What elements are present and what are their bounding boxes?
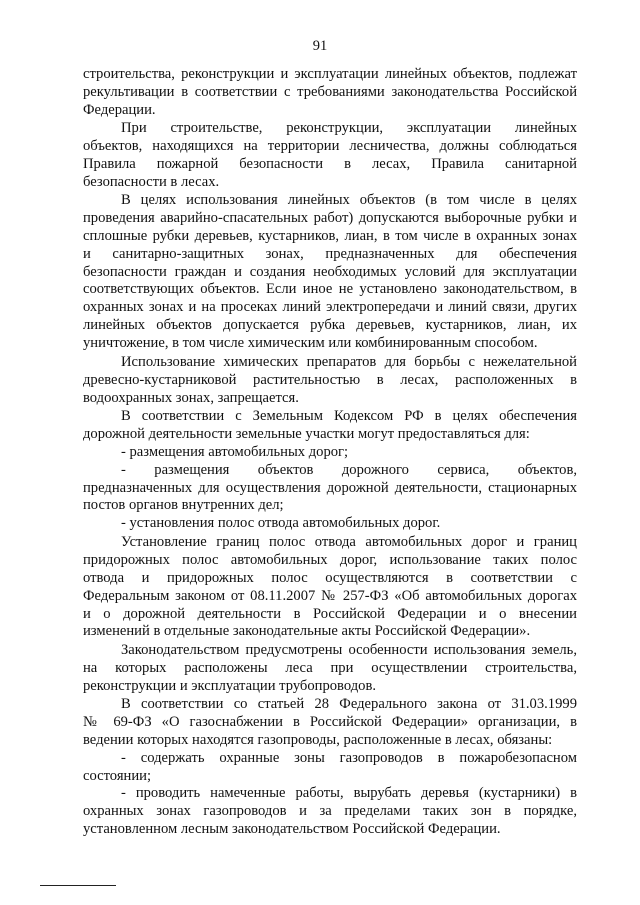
paragraph-right-of-way (83, 534, 577, 641)
text-line: охранных зонах и на просеках линий электропередачи и линий связи, других (83, 299, 577, 316)
text-line: и санитарно-защитных зонах, предназначенных для обеспечения (83, 245, 577, 262)
text-line: строительства, реконструкции и эксплуатации линейных объектов, подлежат (83, 66, 577, 82)
paragraph-safety-rules (83, 120, 577, 192)
text-line: Законодательством предусмотрены особенности использования земель, (121, 642, 577, 658)
text-line: сплошные рубки деревьев, кустарников, лиан, в том числе в охранных зонах (83, 227, 577, 244)
text-line: отвода и придорожных полос осуществляются в соответствии с (83, 569, 577, 586)
text-line: № 69-ФЗ «О газоснабжении в Российской Федерации» организации, в (83, 713, 577, 730)
paragraph-chemicals (83, 354, 577, 408)
text-line: Федеральным законом от 08.11.2007 № 257-ФЗ «Об автомобильных дорогах (83, 587, 577, 604)
text-line: и о дорожной деятельности в Российской Федерации и о внесении (83, 605, 577, 622)
text-line: уничтожение, в том числе химическим или комбинированным способом. (83, 335, 538, 352)
list-item: - размещения автомобильных дорог; (121, 443, 349, 460)
footnote-rule (40, 885, 116, 886)
text-line: на которых расположены леса при осуществлении строительства, (83, 659, 577, 676)
paragraph-land-code (83, 408, 577, 533)
list-item: - содержать охранные зоны газопроводов в пожаробезопасном (121, 749, 577, 766)
text-line: изменений в отдельные законодательные акты Российской Федерации». (83, 623, 531, 640)
list-item: - размещения объектов дорожного сервиса, объектов, (121, 461, 577, 478)
text-line: безопасности граждан и создания необходимых условий для эксплуатации (83, 263, 577, 280)
text-line: водоохранных зонах, запрещается. (83, 389, 299, 406)
paragraph-pipelines (83, 642, 577, 696)
text-line: реконструкции и эксплуатации трубопроводов. (83, 677, 376, 694)
text-line: состоянии; (83, 767, 152, 784)
text-line: объектов, находящихся на территории лесничества, должны соблюдаться (83, 137, 577, 154)
text-line: рекультивации в соответствии с требованиями законодательства Российской (83, 83, 577, 100)
text-line: В целях использования линейных объектов (в том числе в целях (121, 192, 577, 208)
text-line: При строительстве, реконструкции, эксплуатации линейных (121, 120, 577, 136)
text-line: линейных объектов допускается рубка деревьев, кустарников, лиан, их (83, 317, 577, 334)
text-line: В соответствии со статьей 28 Федерального закона от 31.03.1999 (121, 696, 577, 712)
text-line: Правила пожарной безопасности в лесах, Правила санитарной (83, 155, 577, 172)
text-line: ведении которых находятся газопроводы, расположенные в лесах, обязаны: (83, 731, 553, 748)
text-line: дорожной деятельности земельные участки могут предоставляться для: (83, 425, 530, 442)
text-line: предназначенных для осуществления дорожной деятельности, стационарных (83, 479, 577, 496)
text-line: Установление границ полос отвода автомобильных дорог и границ (121, 534, 577, 550)
text-line: проведения аварийно-спасательных работ) допускаются выборочные рубки и (83, 209, 577, 226)
text-line: Федерации. (83, 101, 156, 118)
text-line: постов органов внутренних дел; (83, 497, 284, 514)
list-item: - установления полос отвода автомобильных дорог. (121, 515, 441, 532)
text-line: Использование химических препаратов для борьбы с нежелательной (121, 354, 577, 370)
paragraph-reclamation (83, 66, 577, 120)
text-line: соответствующих объектов. Если иное не установлено законодательством, в (83, 281, 577, 298)
text-line: придорожных полос автомобильных дорог, использование таких полос (83, 551, 577, 568)
text-line: охранных зонах газопроводов и за пределами таких зон в порядке, (83, 803, 577, 820)
text-line: древесно-кустарниковой растительностью в лесах, расположенных в (83, 371, 577, 388)
page-number: 91 (312, 38, 328, 54)
paragraph-linear-objects-cutting (83, 192, 577, 353)
text-line: безопасности в лесах. (83, 173, 220, 190)
text-line: установленном лесным законодательством Российской Федерации. (83, 821, 501, 838)
text-line: В соответствии с Земельным Кодексом РФ в целях обеспечения (121, 408, 577, 424)
list-item: - проводить намеченные работы, вырубать деревья (кустарники) в (121, 785, 577, 802)
paragraph-gas-supply (83, 696, 577, 839)
